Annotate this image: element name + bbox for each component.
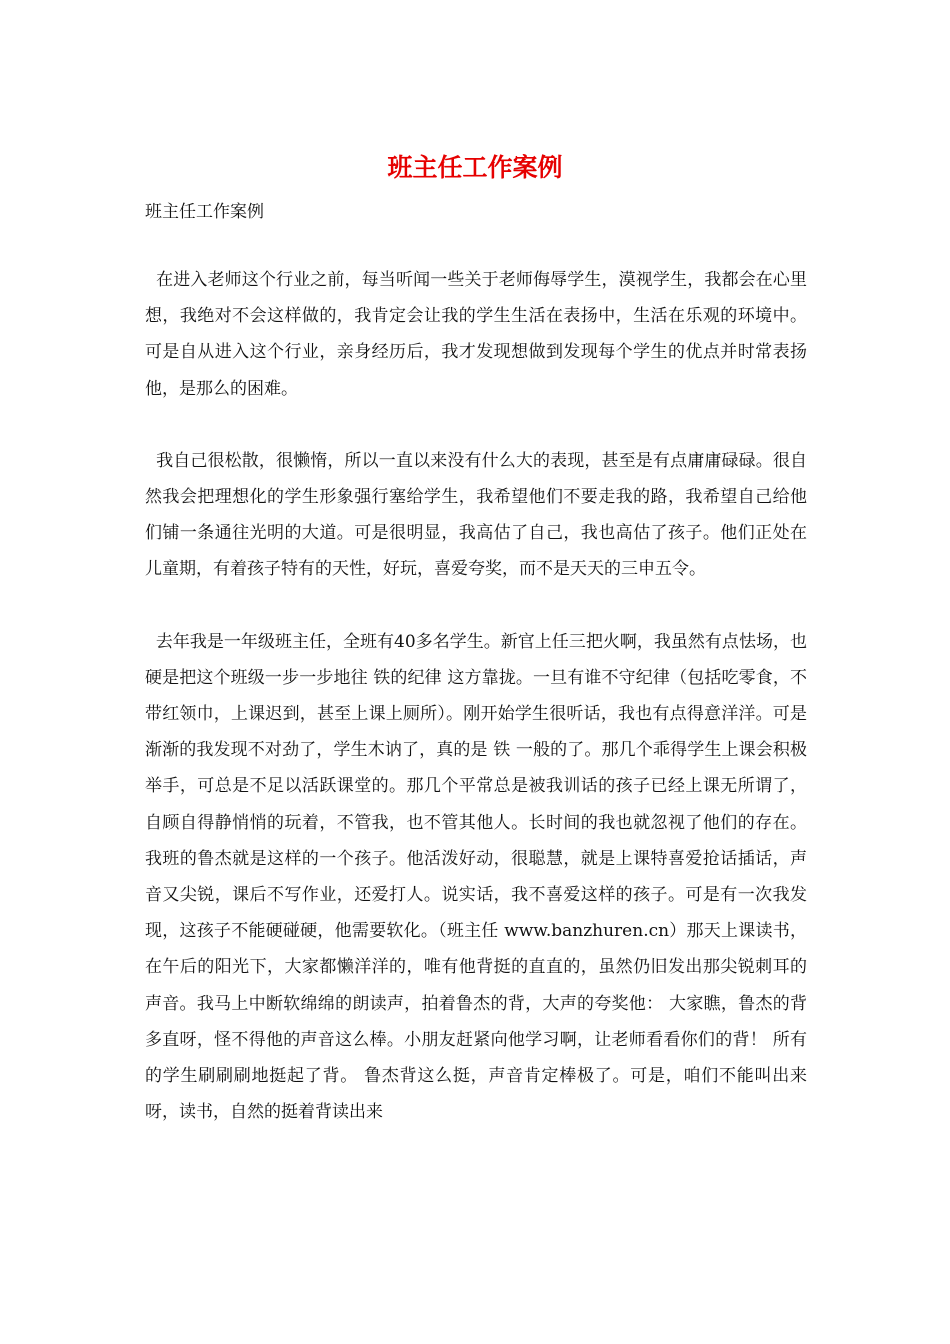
paragraph-2: 我自己很松散，很懒惰，所以一直以来没有什么大的表现，甚至是有点庸庸碌碌。很自然我会把理想化的学生形象强行塞给学生，我希望他们不要走我的路，我希望自己给他们铺一条通往光明的大道。可是很明显，我高估了自己，我也高估了孩子。他们正处在儿童期，有着孩子特有的天性，好玩，喜爱夸奖，而不是天天的三申五令。 [145,450,807,580]
document-body [145,262,807,1166]
paragraph-3: 去年我是一年级班主任，全班有40多名学生。新官上任三把火啊，我虽然有点怯场，也硬是把这个班级一步一步地往 铁的纪律 这方靠拢。一旦有谁不守纪律（包括吃零食，不带红领巾，上课迟到，甚至上课上厕所）。刚开始学生很听话，我也有点得意洋洋。可是渐渐的我发现不对劲了，学生木讷了，真的是 铁 一般的了。那几个乖得学生上课会积极举手，可总是不足以活跃课堂的。那几个平常总是被我训话的孩子已经上课无所谓了，自顾自得静悄悄的玩着，不管我，也不管其他人。长时间的我也就忽视了他们的存在。我班的鲁杰就是这样的一个孩子。他活泼好动，很聪慧，就是上课特喜爱抢话插话，声音又尖锐，课后不写作业，还爱打人。说实话，我不喜爱这样的孩子。可是有一次我发现，这孩子不能硬碰硬，他需要软化。（班主任 www.banzhuren.cn）那天上课读书，在午后的阳光下，大家都懒洋洋的，唯有他背挺的直直的，虽然仍旧发出那尖锐刺耳的声音。我马上中断软绵绵的朗读声，拍着鲁杰的背，大声的夸奖他： 大家瞧，鲁杰的背多直呀，怪不得他的声音这么棒。小朋友赶紧向他学习啊，让老师看看你们的背！ 所有的学生刷刷刷地挺起了背。 鲁杰背这么挺，声音肯定棒极了。可是，咱们不能叫出来呀，读书，自然的挺着背读出来 [145,631,807,1123]
document-subtitle: 班主任工作案例 [145,202,264,222]
paragraph-1: 在进入老师这个行业之前，每当听闻一些关于老师侮辱学生，漠视学生，我都会在心里想，我绝对不会这样做的，我肯定会让我的学生生活在表扬中，生活在乐观的环境中。可是自从进入这个行业，亲身经历后，我才发现想做到发现每个学生的优点并时常表扬他，是那么的困难。 [145,270,807,399]
document-title: 班主任工作案例 [387,153,563,182]
